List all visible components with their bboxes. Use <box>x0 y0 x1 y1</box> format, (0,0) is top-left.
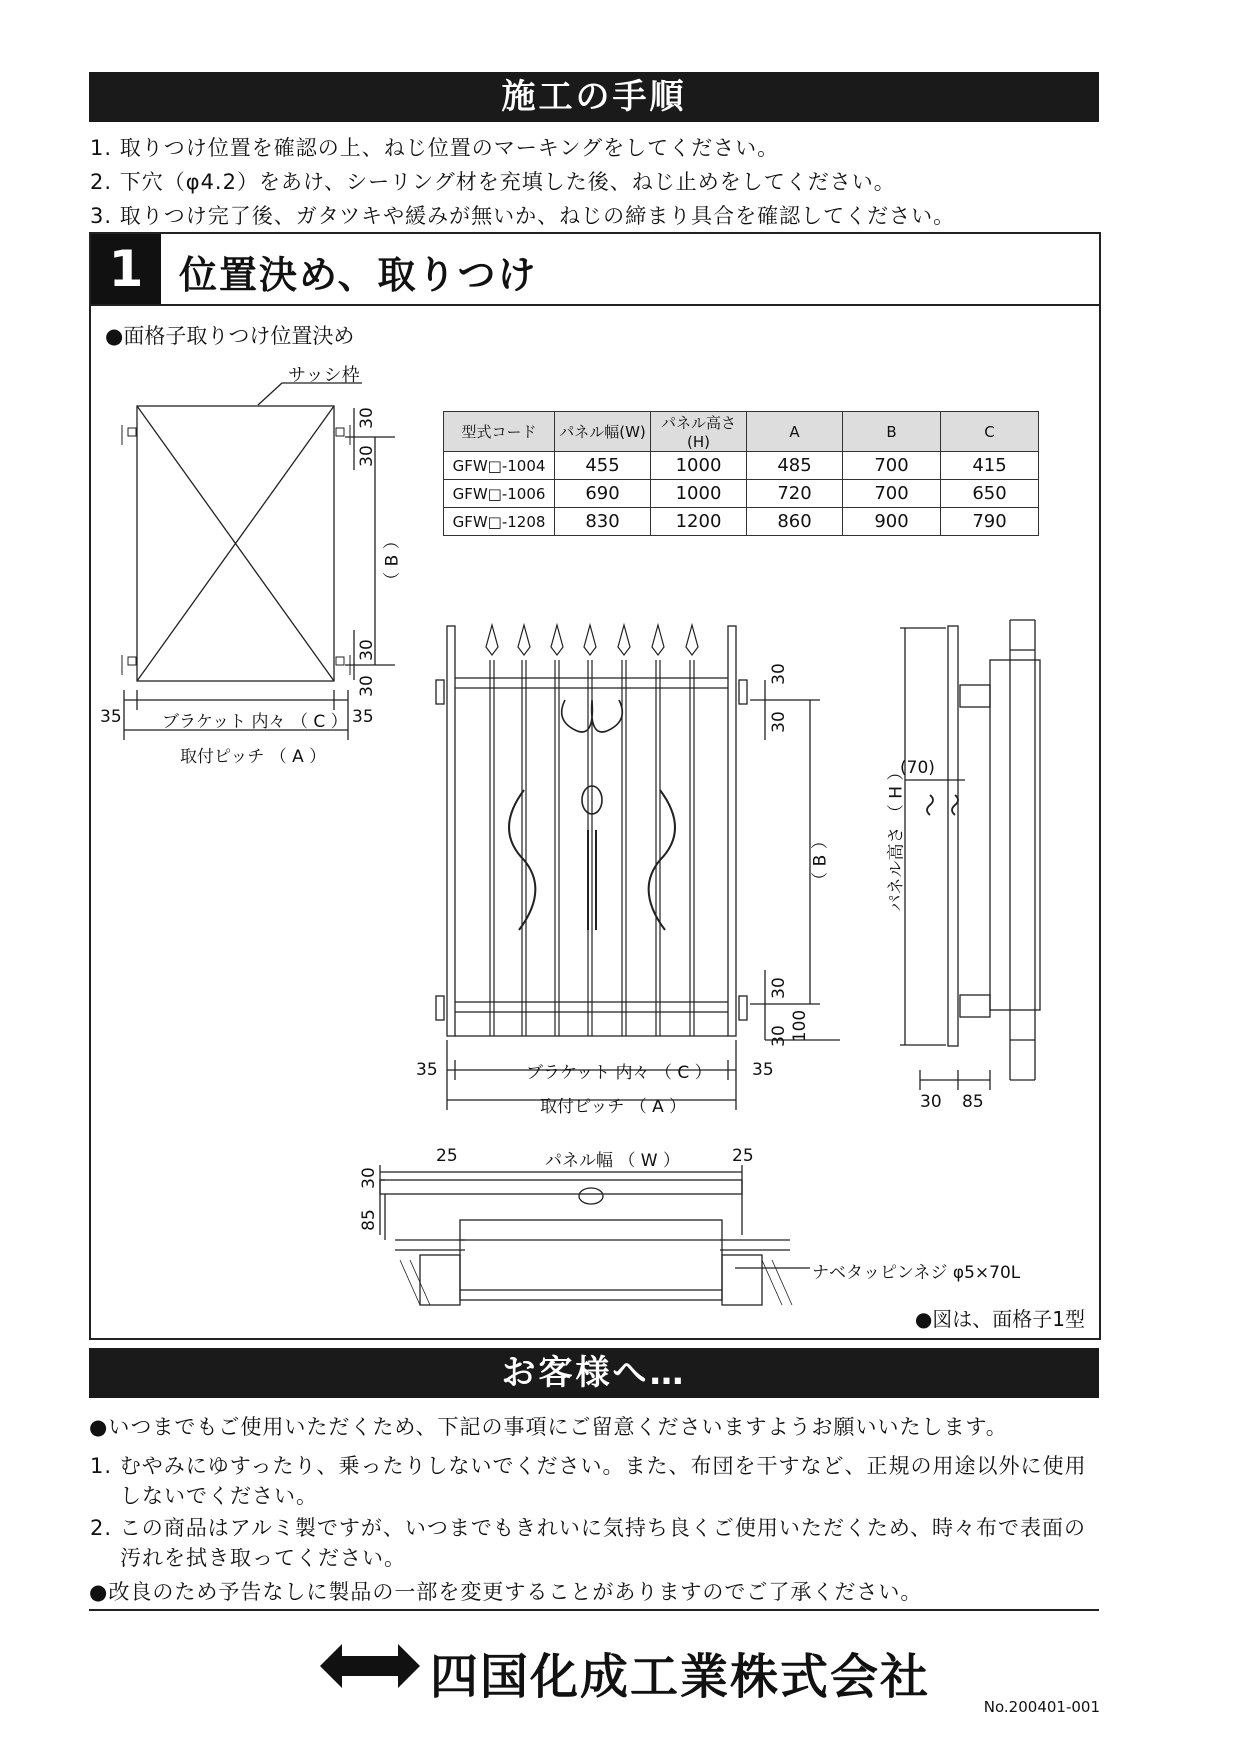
label-30-bot2: 30 <box>356 675 377 697</box>
procedure-step-3: 3. 取りつけ完了後、ガタツキや緩みが無いか、ねじの締まり具合を確認してください。 <box>90 204 956 228</box>
customer-item-1 <box>90 1450 1086 1510</box>
procedure-title: 施工の手順 <box>89 72 1099 122</box>
customer-item-2-line1: 2. この商品はアルミ製ですが、いつまでもきれいに気持ち良くご使用いただくため、時々布で表面の <box>90 1516 1087 1540</box>
label-30-front2: 30 <box>768 711 789 733</box>
spec-cell: 1000 <box>651 480 747 508</box>
company-logo-icon <box>320 1636 420 1696</box>
label-30-front3: 30 <box>768 977 789 999</box>
label-35-left: 35 <box>100 707 122 727</box>
spec-header: A <box>747 412 843 452</box>
label-30-side: 30 <box>920 1092 942 1112</box>
figure-note: ●図は、面格子1型 <box>914 1307 1085 1331</box>
spec-cell: 455 <box>555 452 651 480</box>
spec-header: パネル高さ(H) <box>651 412 747 452</box>
label-b-front: （ B ） <box>810 832 831 889</box>
label-panel-width: パネル幅 （ W ） <box>545 1151 681 1171</box>
label-25-right: 25 <box>732 1146 754 1166</box>
customer-item-2 <box>90 1512 1086 1572</box>
procedure-step-2: 2. 下穴（φ4.2）をあけ、シーリング材を充填した後、ねじ止めをしてください。 <box>90 170 896 194</box>
customer-outro: ●改良のため予告なしに製品の一部を変更することがありますのでご了承ください。 <box>89 1580 923 1604</box>
spec-cell: 860 <box>747 508 843 536</box>
spec-cell: 830 <box>555 508 651 536</box>
spec-header: B <box>843 412 941 452</box>
label-30-bot1: 30 <box>356 639 377 661</box>
spec-cell: 720 <box>747 480 843 508</box>
spec-cell: 790 <box>941 508 1039 536</box>
spec-cell: 650 <box>941 480 1039 508</box>
spec-cell: 900 <box>843 508 941 536</box>
label-35-front-right: 35 <box>752 1060 774 1080</box>
footer-divider <box>89 1609 1099 1611</box>
label-85-side: 85 <box>962 1092 984 1112</box>
label-25-left: 25 <box>436 1146 458 1166</box>
customer-item-1-line2: しないでください。 <box>120 1484 318 1508</box>
spec-cell: GFW□-1004 <box>444 452 555 480</box>
section-number: 1 <box>91 234 161 304</box>
grille-side-view <box>900 620 1040 1090</box>
label-35-right: 35 <box>352 707 374 727</box>
spec-cell: 1000 <box>651 452 747 480</box>
spec-header: パネル幅(W) <box>555 412 651 452</box>
table-row <box>444 508 1039 536</box>
spec-cell: 1200 <box>651 508 747 536</box>
spec-cell: 485 <box>747 452 843 480</box>
label-30-front1: 30 <box>768 663 789 685</box>
customer-item-1-line1: 1. むやみにゆすったり、乗ったりしないでください。また、布団を干すなど、正規の用途以外に使用 <box>90 1454 1087 1478</box>
label-70: (70) <box>900 758 935 778</box>
spec-cell: 415 <box>941 452 1039 480</box>
label-30-plan: 30 <box>358 1167 379 1189</box>
label-screw: ナベタッピンネジ φ5×70L <box>812 1263 1021 1283</box>
grille-plan-view <box>380 1165 810 1305</box>
customer-intro: ●いつまでもご使用いただくため、下記の事項にご留意くださいますようお願いいたします。 <box>89 1415 1008 1439</box>
label-100: 100 <box>790 1009 811 1043</box>
table-row <box>444 452 1039 480</box>
label-30-top2: 30 <box>356 445 377 467</box>
label-35-front-left: 35 <box>416 1060 438 1080</box>
spec-table-header <box>444 412 1039 452</box>
spec-header: 型式コード <box>444 412 555 452</box>
label-30-front4: 30 <box>768 1025 789 1047</box>
label-mount-pitch-left: 取付ピッチ （ A ） <box>180 747 327 767</box>
spec-table <box>443 411 1039 536</box>
bracket-marks <box>122 425 350 675</box>
label-bracket-inner-front: ブラケット 内々 （ C ） <box>526 1063 712 1083</box>
spec-cell: 700 <box>843 452 941 480</box>
sash-frame-diagram <box>122 383 395 740</box>
customer-title: お客様へ… <box>89 1348 1099 1398</box>
procedure-step-1: 1. 取りつけ位置を確認の上、ねじ位置のマーキングをしてください。 <box>90 136 780 160</box>
spec-header: C <box>941 412 1039 452</box>
label-sash-frame: サッシ枠 <box>288 365 360 386</box>
label-panel-height: パネル高さ （ H ） <box>886 763 907 912</box>
label-b-left: （ B ） <box>382 532 403 589</box>
spec-cell: 700 <box>843 480 941 508</box>
table-row <box>444 480 1039 508</box>
label-bracket-inner-left: ブラケット 内々 （ C ） <box>162 712 348 732</box>
spec-cell: 690 <box>555 480 651 508</box>
spec-cell: GFW□-1006 <box>444 480 555 508</box>
customer-item-2-line2: 汚れを拭き取ってください。 <box>120 1546 406 1570</box>
label-mount-pitch-front: 取付ピッチ （ A ） <box>540 1097 687 1117</box>
section-title: 位置決め、取りつけ <box>179 253 538 297</box>
section-subtitle: ●面格子取りつけ位置決め <box>105 324 355 348</box>
finial-tops <box>486 625 698 655</box>
document-number: No.200401-001 <box>983 1698 1100 1716</box>
company-name: 四国化成工業株式会社 <box>430 1649 931 1705</box>
spec-cell: GFW□-1208 <box>444 508 555 536</box>
label-30-top1: 30 <box>356 407 377 429</box>
label-85-plan: 85 <box>358 1209 379 1231</box>
